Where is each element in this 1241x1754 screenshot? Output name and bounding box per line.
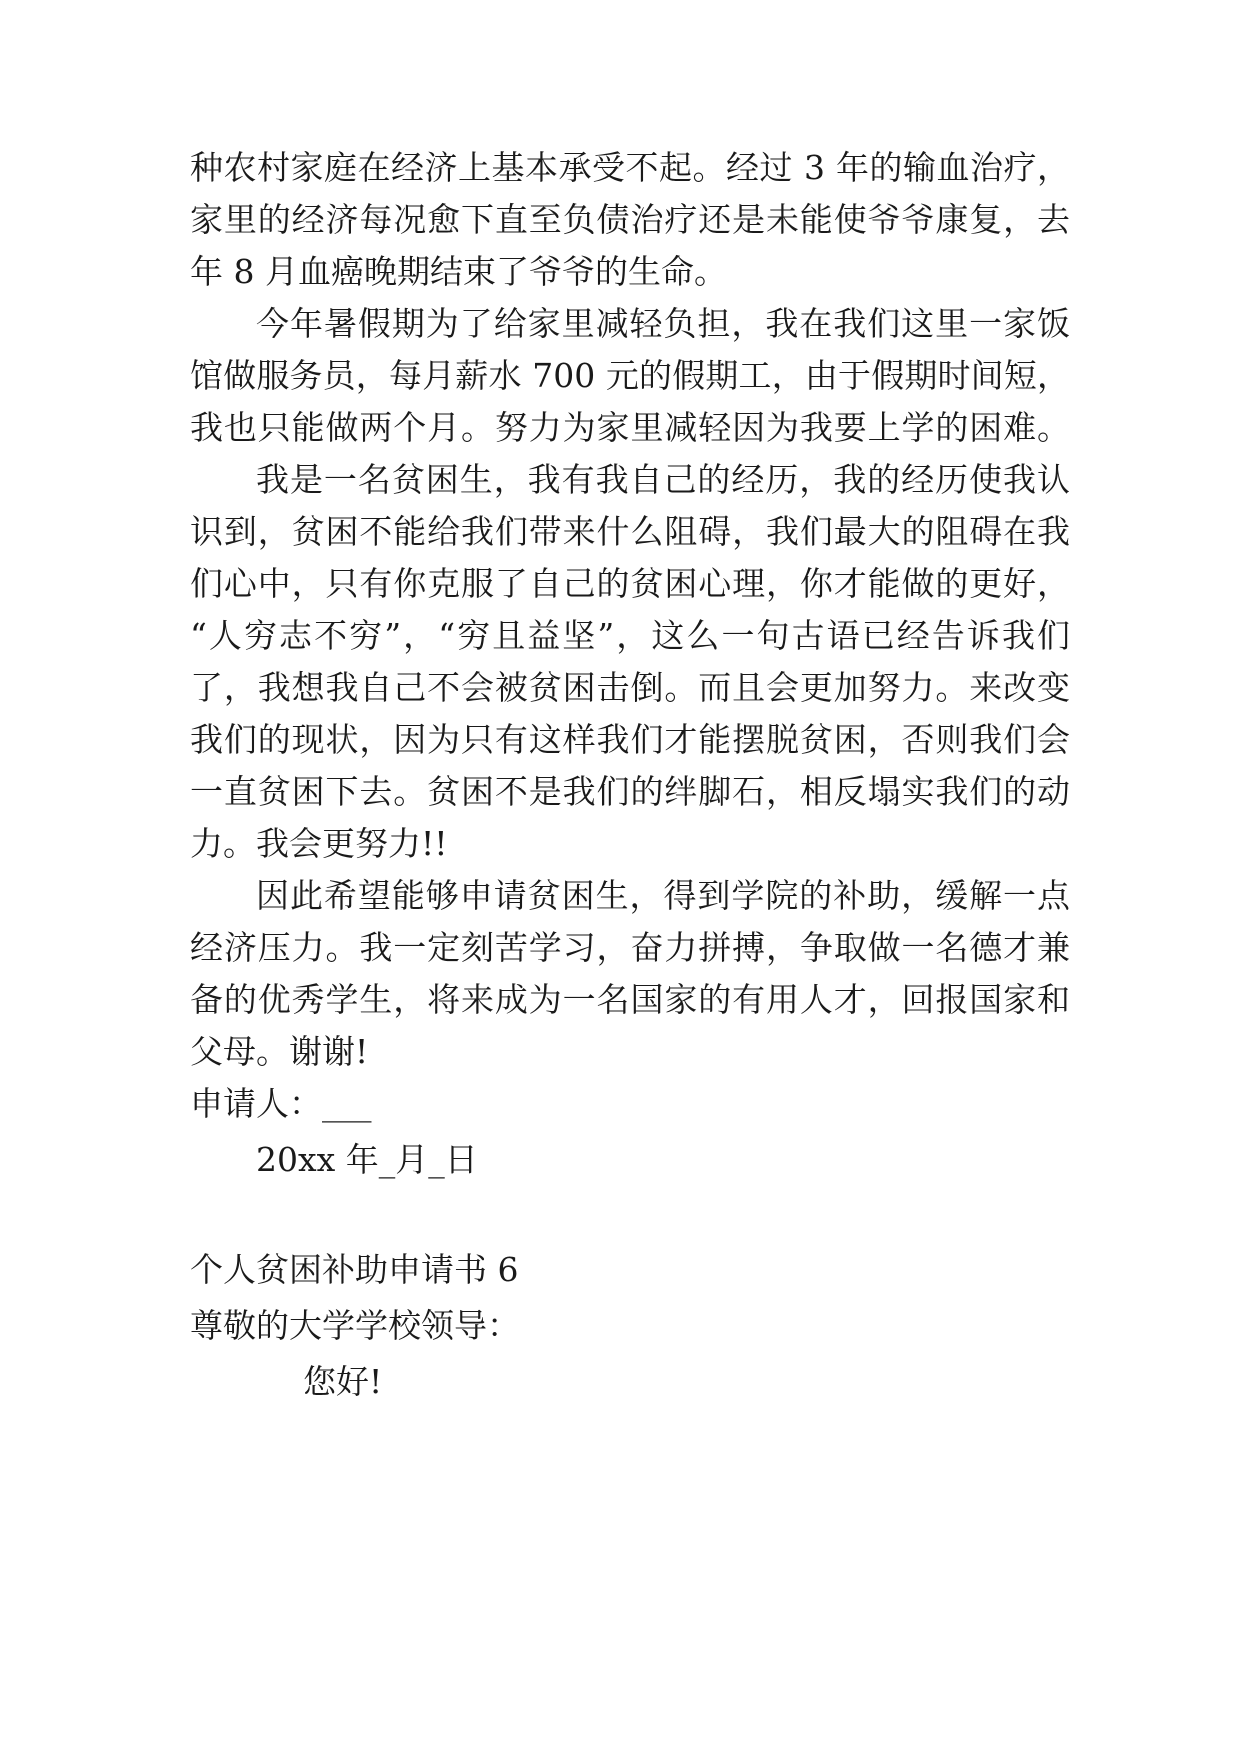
body-text-line: 我们的现状，因为只有这样我们才能摆脱贫困，否则我们会 (190, 720, 1070, 759)
body-text-line: 父母。谢谢! (190, 1032, 369, 1071)
body-text-line: 经济压力。我一定刻苦学习，奋力拼搏，争取做一名德才兼 (190, 928, 1070, 967)
body-text-line: 馆做服务员，每月薪水 700 元的假期工，由于假期时间短， (190, 356, 1070, 395)
body-text-line: 识到，贫困不能给我们带来什么阻碍，我们最大的阻碍在我 (190, 512, 1070, 551)
body-text-line: 今年暑假期为了给家里减轻负担，我在我们这里一家饭 (256, 304, 1070, 343)
body-text-line: 我是一名贫困生，我有我自己的经历，我的经历使我认 (256, 460, 1070, 499)
body-text-line: 我也只能做两个月。努力为家里减轻因为我要上学的困难。 (190, 408, 1070, 447)
document-title: 个人贫困补助申请书 6 (190, 1250, 519, 1289)
body-text-line: 年 8 月血癌晚期结束了爷爷的生命。 (190, 252, 727, 291)
salutation: 尊敬的大学学校领导： (190, 1306, 520, 1345)
applicant-line: 申请人：___ (190, 1084, 372, 1123)
body-text-line: 力。我会更努力!! (190, 824, 448, 863)
body-text-line: 因此希望能够申请贫困生，得到学院的补助，缓解一点 (256, 876, 1070, 915)
body-text-line: 种农村家庭在经济上基本承受不起。经过 3 年的输血治疗， (190, 148, 1070, 187)
body-text-line: 家里的经济每况愈下直至负债治疗还是未能使爷爷康复，去 (190, 200, 1070, 239)
body-text-line: 们心中，只有你克服了自己的贫困心理，你才能做的更好， (190, 564, 1070, 603)
greeting: 您好! (303, 1362, 383, 1401)
body-text-line: 备的优秀学生，将来成为一名国家的有用人才，回报国家和 (190, 980, 1070, 1019)
body-text-line: 一直贫困下去。贫困不是我们的绊脚石，相反塌实我们的动 (190, 772, 1070, 811)
body-text-line: 了，我想我自己不会被贫困击倒。而且会更加努力。来改变 (190, 668, 1070, 707)
date-line: 20xx 年_月_日 (256, 1140, 478, 1179)
body-text-line: “人穷志不穷”，“穷且益坚”，这么一句古语已经告诉我们 (190, 616, 1070, 655)
